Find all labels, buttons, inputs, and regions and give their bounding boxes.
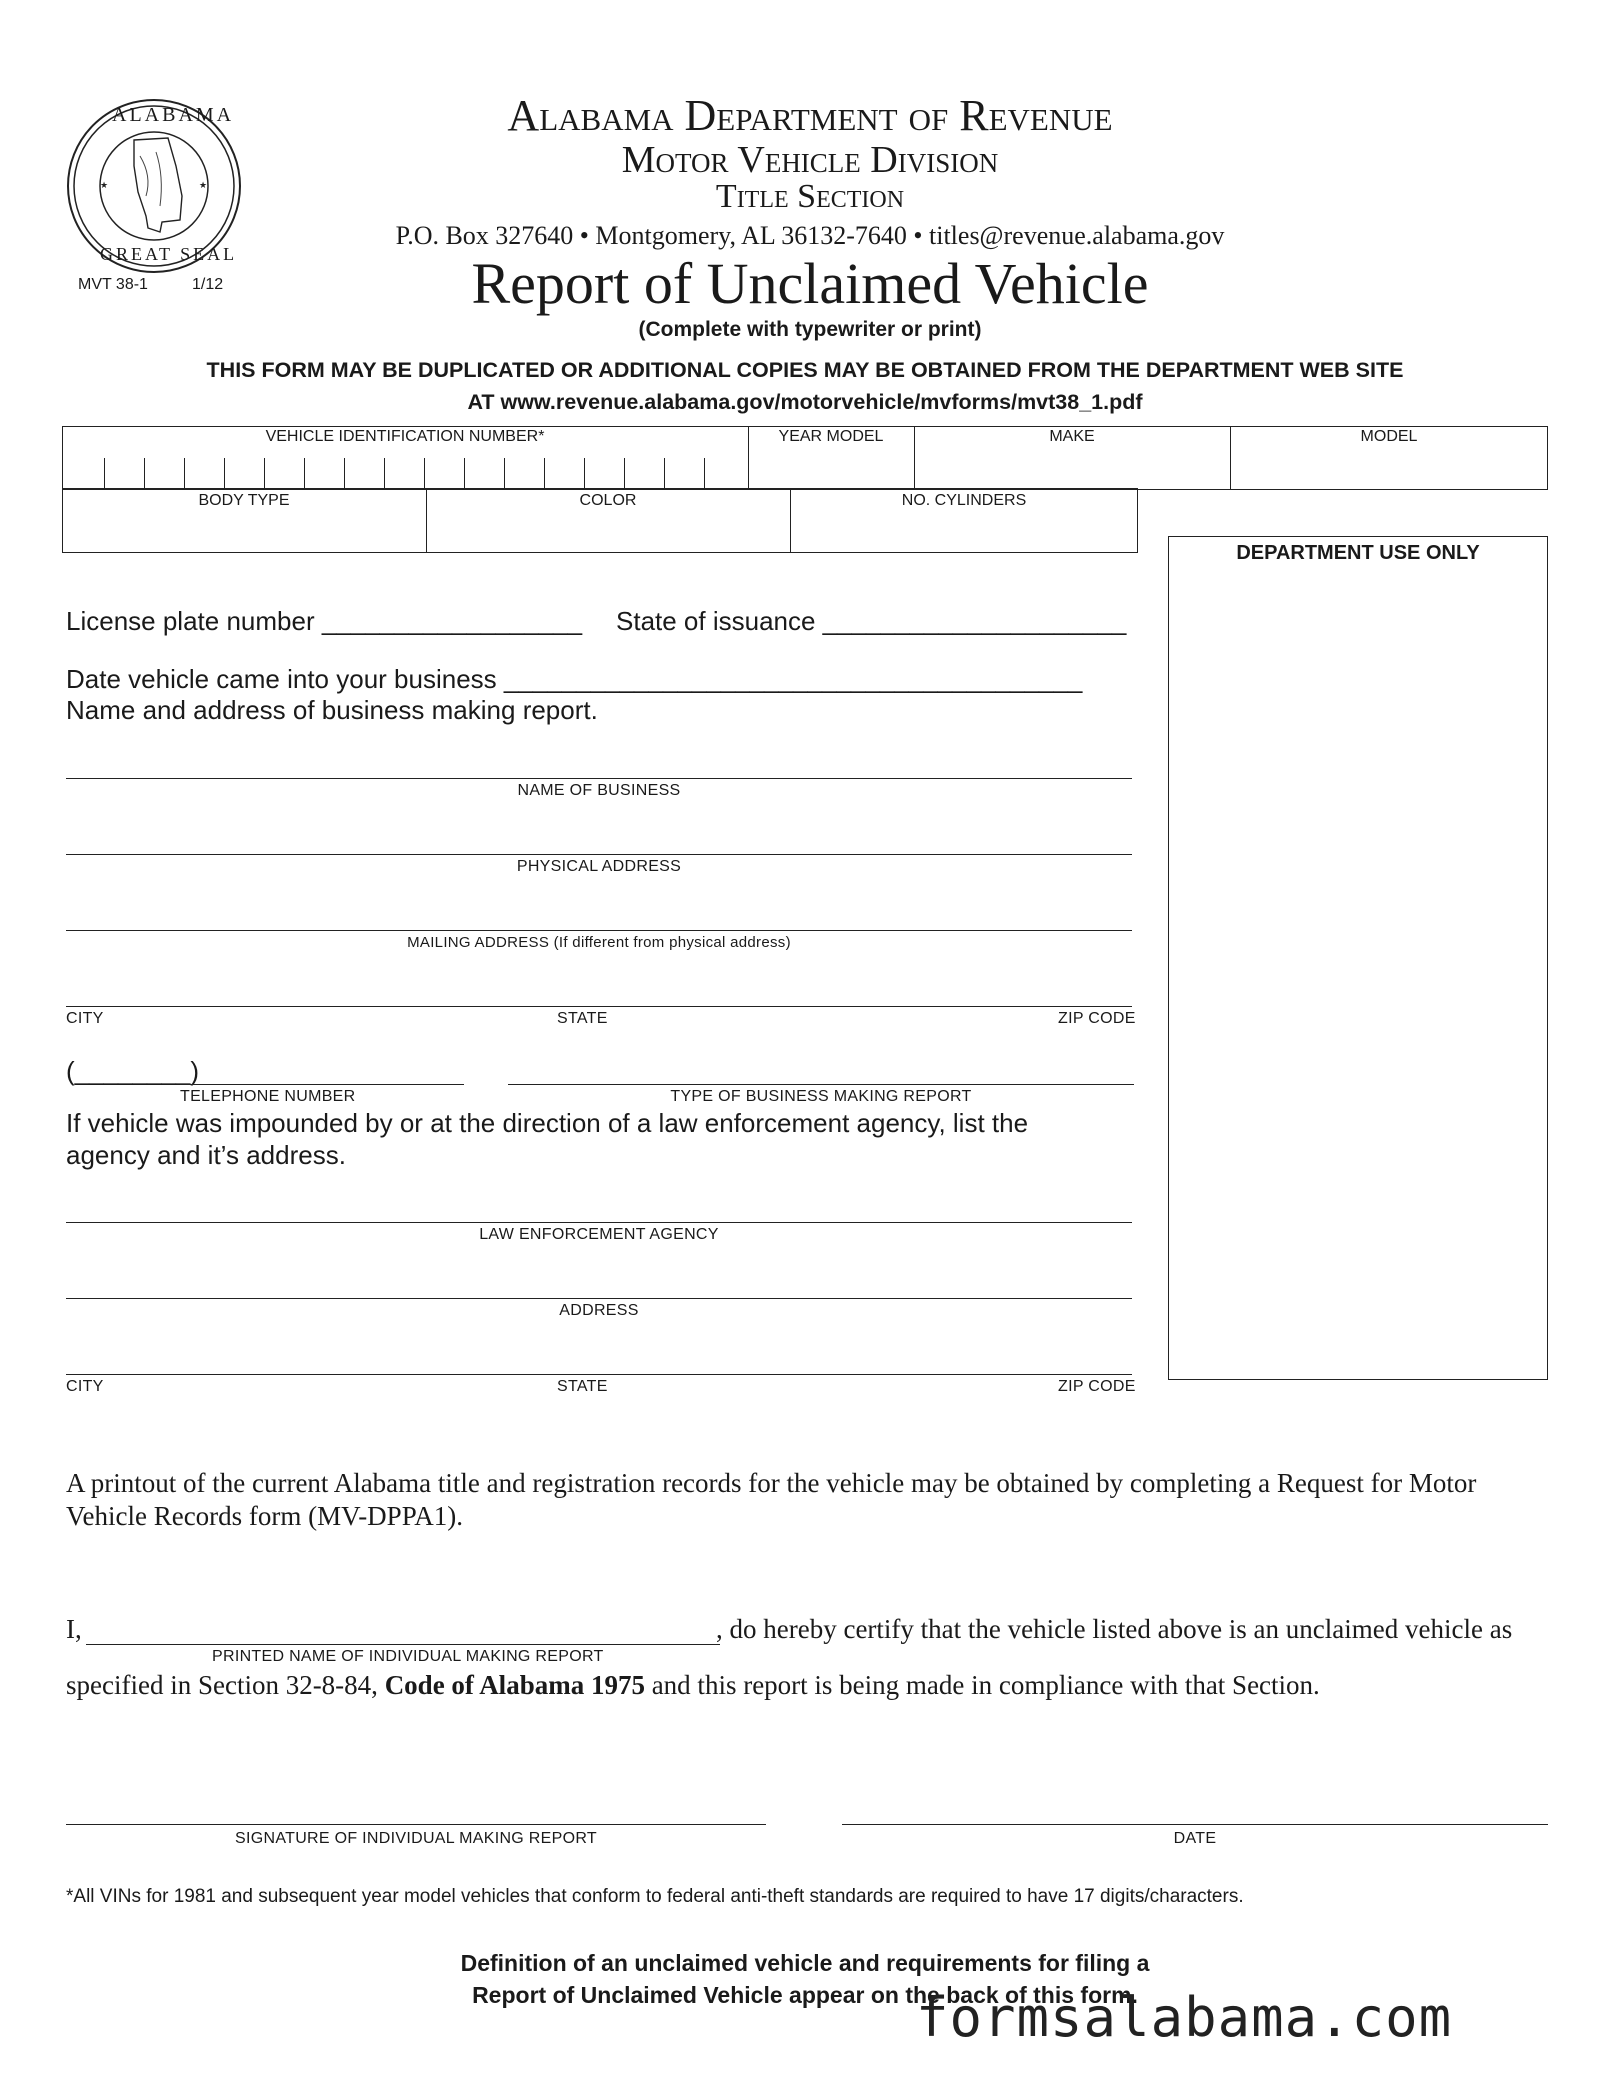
form-revision: 1/12: [192, 276, 224, 293]
make-input[interactable]: [916, 450, 1228, 488]
printout-note-line-2: Vehicle Records form (MV-DPPA1).: [66, 1501, 463, 1531]
form-code: MVT 38-1: [78, 276, 148, 293]
mailing-address-label: MAILING ADDRESS (If different from physical address): [407, 934, 791, 951]
city-state-zip-line[interactable]: [66, 1006, 1132, 1007]
vin-entry-boxes[interactable]: [62, 458, 748, 490]
agency-state-label: STATE: [557, 1378, 608, 1395]
telephone-number-line[interactable]: [180, 1084, 464, 1085]
agency-address-label: ADDRESS: [559, 1302, 639, 1319]
division-name: Motor Vehicle Division: [621, 139, 999, 181]
form-subtitle: (Complete with typewriter or print): [638, 318, 982, 341]
certify-line-2: [66, 1670, 1320, 1701]
impound-instruction-line-1: If vehicle was impounded by or at the direction of a law enforcement agency, list the: [66, 1108, 1029, 1138]
watermark: formsalabama.com: [916, 1986, 1453, 2049]
certify-suffix: , do hereby certify that the vehicle listed above is an unclaimed vehicle as: [716, 1614, 1513, 1644]
vin-label: VEHICLE IDENTIFICATION NUMBER*: [265, 428, 545, 445]
agency-city-label: CITY: [66, 1378, 104, 1395]
certify-line-2-end: and this report is being made in compliance with that Section.: [651, 1670, 1320, 1700]
vin-box-divider: [224, 458, 225, 488]
mailing-address-line-input[interactable]: [66, 930, 1132, 931]
impound-instruction-line-2: agency and it’s address.: [66, 1140, 346, 1170]
agency-zip-code-label: ZIP CODE: [1058, 1378, 1136, 1395]
vin-box-divider: [184, 458, 185, 488]
body-type-input[interactable]: [64, 514, 424, 550]
vin-box-divider: [504, 458, 505, 488]
svg-text:★: ★: [199, 180, 208, 190]
model-input[interactable]: [1232, 450, 1546, 488]
type-of-business-line[interactable]: [508, 1084, 1134, 1085]
state-label: STATE: [557, 1010, 608, 1027]
certify-line-2-start: specified in Section 32-8-84,: [66, 1670, 378, 1700]
section-name: Title Section: [715, 178, 905, 215]
printout-note-line-1: A printout of the current Alabama title and registration records for the vehicle may be obtained by completing a Request for Motor: [66, 1468, 1477, 1498]
law-enforcement-agency-label: LAW ENFORCEMENT AGENCY: [479, 1226, 719, 1243]
color-input[interactable]: [428, 514, 788, 550]
date-came-field[interactable]: Date vehicle came into your business ________________________________________: [66, 664, 1083, 694]
certify-code-reference: Code of Alabama 1975: [384, 1670, 645, 1700]
license-plate-field[interactable]: License plate number __________________: [66, 606, 583, 636]
svg-text:★: ★: [100, 180, 109, 190]
cylinders-label: NO. CYLINDERS: [901, 492, 1027, 509]
agency-city-state-zip-line[interactable]: [66, 1374, 1132, 1375]
year-model-label: YEAR MODEL: [778, 428, 884, 445]
physical-address-line[interactable]: [66, 854, 1132, 855]
telephone-number-label: TELEPHONE NUMBER: [180, 1088, 356, 1105]
date-line[interactable]: [842, 1824, 1548, 1825]
mailing-address-line: P.O. Box 327640 • Montgomery, AL 36132-7640 • titles@revenue.alabama.gov: [395, 221, 1225, 250]
physical-address-label: PHYSICAL ADDRESS: [516, 858, 682, 875]
name-address-intro: Name and address of business making report.: [66, 695, 598, 725]
vin-box-divider: [584, 458, 585, 488]
vin-box-divider: [424, 458, 425, 488]
vin-box-divider: [384, 458, 385, 488]
year-model-input[interactable]: [750, 450, 912, 488]
color-label: COLOR: [579, 492, 637, 509]
vin-box-divider: [464, 458, 465, 488]
notice-line-2: AT www.revenue.alabama.gov/motorvehicle/mvforms/mvt38_1.pdf: [467, 390, 1143, 414]
business-name-line[interactable]: [66, 778, 1132, 779]
vin-box-divider: [344, 458, 345, 488]
body-type-label: BODY TYPE: [198, 492, 290, 509]
notice-line-1: THIS FORM MAY BE DUPLICATED OR ADDITIONAL COPIES MAY BE OBTAINED FROM THE DEPARTMENT WEB SITE: [206, 358, 1404, 382]
agency-address-line[interactable]: [66, 1298, 1132, 1299]
vin-box-divider: [544, 458, 545, 488]
vin-box-divider: [664, 458, 665, 488]
cylinders-input[interactable]: [792, 514, 1136, 550]
zip-code-label: ZIP CODE: [1058, 1010, 1136, 1027]
department-use-label: DEPARTMENT USE ONLY: [1236, 542, 1480, 564]
vin-box-divider: [624, 458, 625, 488]
definition-line-2: Report of Unclaimed Vehicle appear on the back of this form.: [472, 1982, 1138, 2008]
vin-box-divider: [264, 458, 265, 488]
type-of-business-label: TYPE OF BUSINESS MAKING REPORT: [670, 1088, 972, 1105]
seal-top-text: ALABAMA: [112, 104, 235, 126]
state-of-issuance-field[interactable]: State of issuance _____________________: [616, 606, 1127, 636]
department-use-box: [1168, 536, 1548, 1380]
name-of-business-label: NAME OF BUSINESS: [517, 782, 681, 799]
vin-box-divider: [304, 458, 305, 488]
vin-box-divider: [144, 458, 145, 488]
printed-name-label: PRINTED NAME OF INDIVIDUAL MAKING REPORT: [212, 1648, 604, 1665]
model-label: MODEL: [1360, 428, 1418, 445]
definition-line-1: Definition of an unclaimed vehicle and requirements for filing a: [460, 1950, 1150, 1976]
law-agency-line[interactable]: [66, 1222, 1132, 1223]
seal-bottom-text: GREAT SEAL: [100, 244, 238, 264]
certify-prefix: I,: [66, 1614, 82, 1644]
vin-box-divider: [704, 458, 705, 488]
department-name: Alabama Department of Revenue: [507, 91, 1113, 140]
date-label: DATE: [1173, 1830, 1217, 1847]
signature-label: SIGNATURE OF INDIVIDUAL MAKING REPORT: [235, 1830, 597, 1847]
alabama-great-seal: [64, 96, 244, 276]
printed-name-line[interactable]: [86, 1644, 720, 1645]
vin-box-divider: [104, 458, 105, 488]
form-title: Report of Unclaimed Vehicle: [471, 251, 1149, 316]
city-label: CITY: [66, 1010, 104, 1027]
telephone-area-code[interactable]: (________): [66, 1056, 199, 1086]
signature-line[interactable]: [66, 1824, 766, 1825]
make-label: MAKE: [1049, 428, 1095, 445]
vin-footnote: *All VINs for 1981 and subsequent year model vehicles that conform to federal anti-theft standards are required to have 17 digits/characters.: [66, 1886, 1244, 1907]
